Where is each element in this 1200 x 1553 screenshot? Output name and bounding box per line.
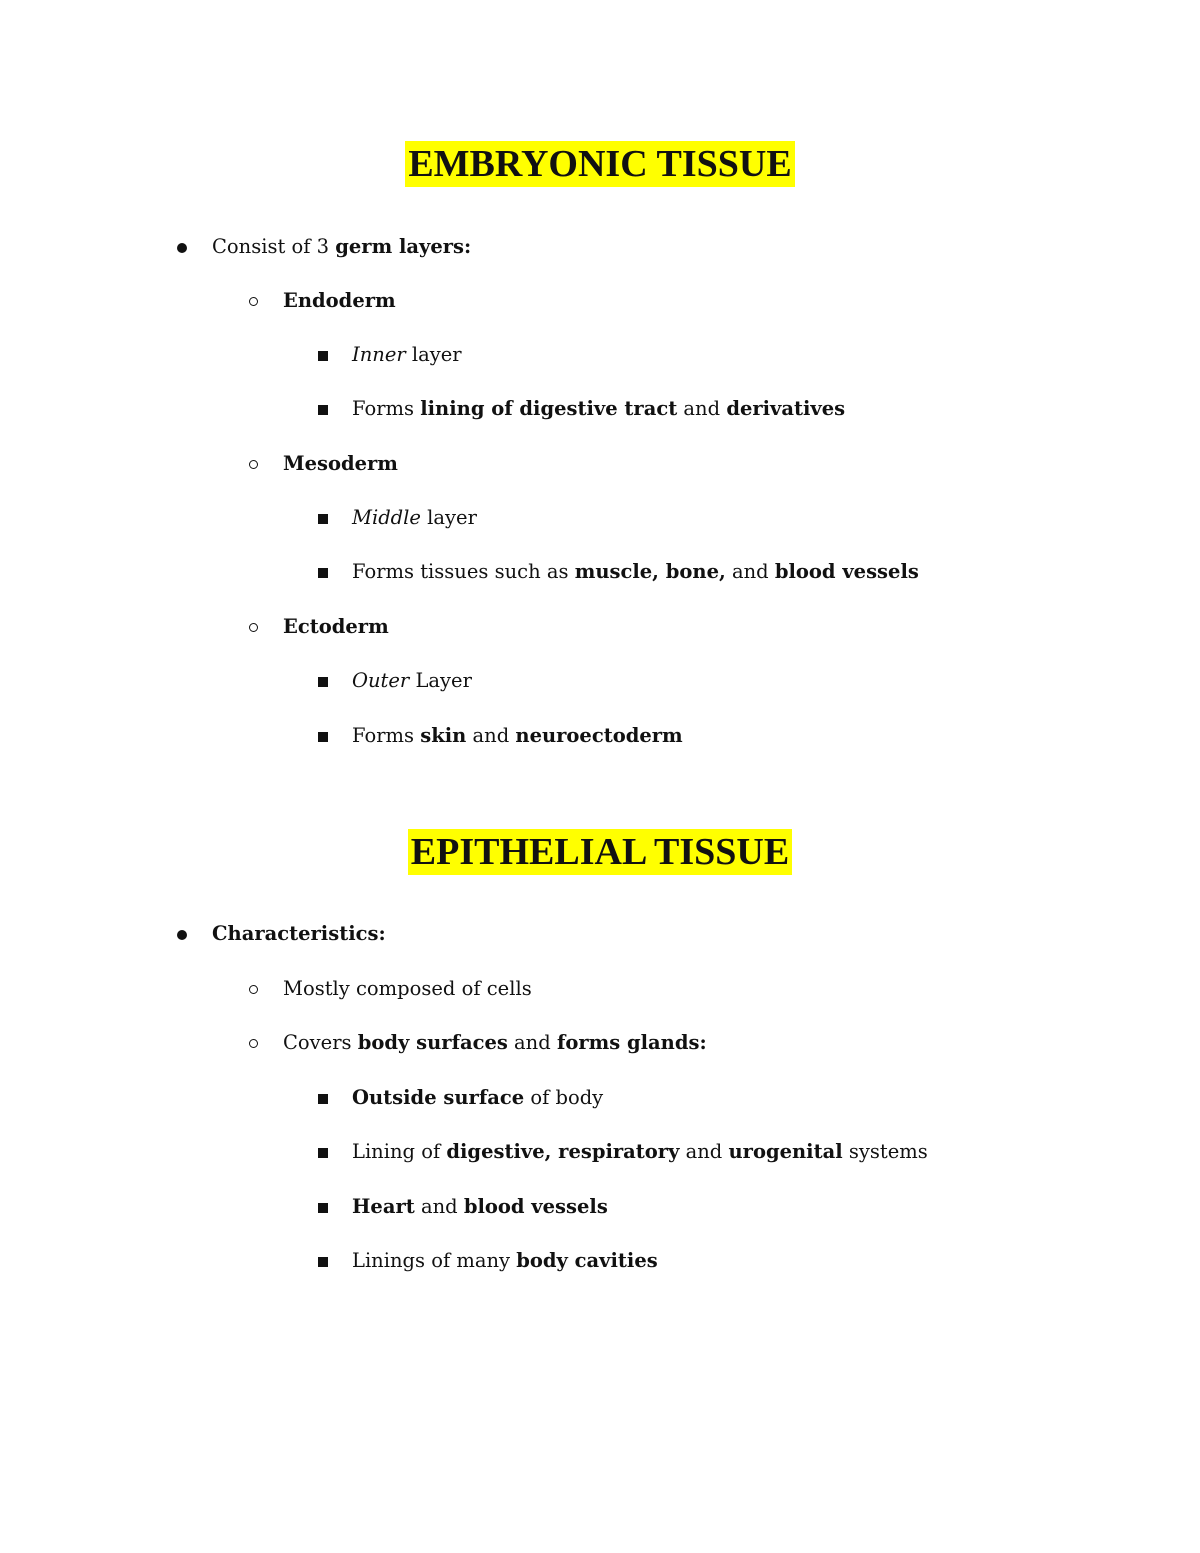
text-run: Covers: [283, 1031, 358, 1054]
circle-bullet-icon: [249, 297, 258, 306]
characteristics-label: Characteristics:: [212, 922, 386, 945]
bold-run: urogenital: [728, 1140, 843, 1163]
bold-run: blood vessels: [774, 560, 919, 583]
circle-bullet-icon: [249, 623, 258, 632]
text-run: and: [679, 1140, 729, 1163]
bold-run: neuroectoderm: [515, 724, 683, 747]
heading-embryonic-wrap: [0, 141, 1200, 187]
square-bullet-icon: [318, 1203, 328, 1213]
text-run: Lining of: [352, 1140, 447, 1163]
bold-run: forms glands:: [556, 1031, 707, 1054]
characteristic-item-2: [283, 1031, 707, 1055]
ectoderm-forms: [352, 724, 683, 748]
text-run: and: [466, 724, 516, 747]
text-run: Linings of many: [352, 1249, 517, 1272]
text-run: Forms tissues such as: [352, 560, 575, 583]
circle-bullet-icon: [249, 985, 258, 994]
heading-epithelial-tissue: EPITHELIAL TISSUE: [408, 829, 792, 875]
intro-bold: germ layers:: [335, 235, 472, 258]
bold-run: lining of digestive tract: [420, 397, 678, 420]
bold-run: digestive, respiratory: [446, 1140, 680, 1163]
endoderm-position: Inner layer: [352, 343, 462, 366]
disc-bullet-icon: [177, 243, 187, 253]
text-run: of body: [524, 1086, 604, 1109]
circle-bullet-icon: [249, 1039, 258, 1048]
heading-embryonic-tissue: EMBRYONIC TISSUE: [405, 141, 794, 187]
text-run: and: [725, 560, 775, 583]
mesoderm-forms: [352, 560, 919, 584]
heading-epithelial-wrap: [0, 829, 1200, 875]
bold-run: muscle, bone,: [574, 560, 726, 583]
covers-sub-item-1: [352, 1086, 603, 1110]
mesoderm-position: Middle layer: [352, 506, 477, 529]
bold-run: body cavities: [516, 1249, 658, 1272]
characteristic-item-1: Mostly composed of cells: [283, 977, 532, 1000]
square-bullet-icon: [318, 351, 328, 361]
covers-sub-item-2: [352, 1140, 928, 1164]
square-bullet-icon: [318, 514, 328, 524]
bold-run: derivatives: [726, 397, 846, 420]
text-run: Forms: [352, 397, 421, 420]
intro-text: Consist of 3: [212, 235, 336, 258]
square-bullet-icon: [318, 1257, 328, 1267]
square-bullet-icon: [318, 405, 328, 415]
layer-name-ectoderm: Ectoderm: [283, 615, 389, 638]
bold-run: skin: [420, 724, 467, 747]
text-run: systems: [842, 1140, 928, 1163]
square-bullet-icon: [318, 568, 328, 578]
text-run: and: [677, 397, 727, 420]
square-bullet-icon: [318, 1094, 328, 1104]
endoderm-forms: [352, 397, 845, 421]
layer-name-mesoderm: Mesoderm: [283, 452, 398, 475]
text-run: Forms: [352, 724, 421, 747]
text-run: and: [507, 1031, 557, 1054]
circle-bullet-icon: [249, 460, 258, 469]
bold-run: Outside surface: [352, 1086, 525, 1109]
covers-sub-item-3: [352, 1195, 608, 1219]
ectoderm-position: Outer Layer: [352, 669, 472, 692]
bold-run: blood vessels: [463, 1195, 608, 1218]
text-run: and: [414, 1195, 464, 1218]
germ-layers-intro: [212, 235, 471, 259]
bold-run: body surfaces: [357, 1031, 508, 1054]
bold-run: Heart: [352, 1195, 415, 1218]
square-bullet-icon: [318, 732, 328, 742]
square-bullet-icon: [318, 677, 328, 687]
square-bullet-icon: [318, 1148, 328, 1158]
disc-bullet-icon: [177, 930, 187, 940]
covers-sub-item-4: [352, 1249, 658, 1273]
layer-name-endoderm: Endoderm: [283, 289, 396, 312]
